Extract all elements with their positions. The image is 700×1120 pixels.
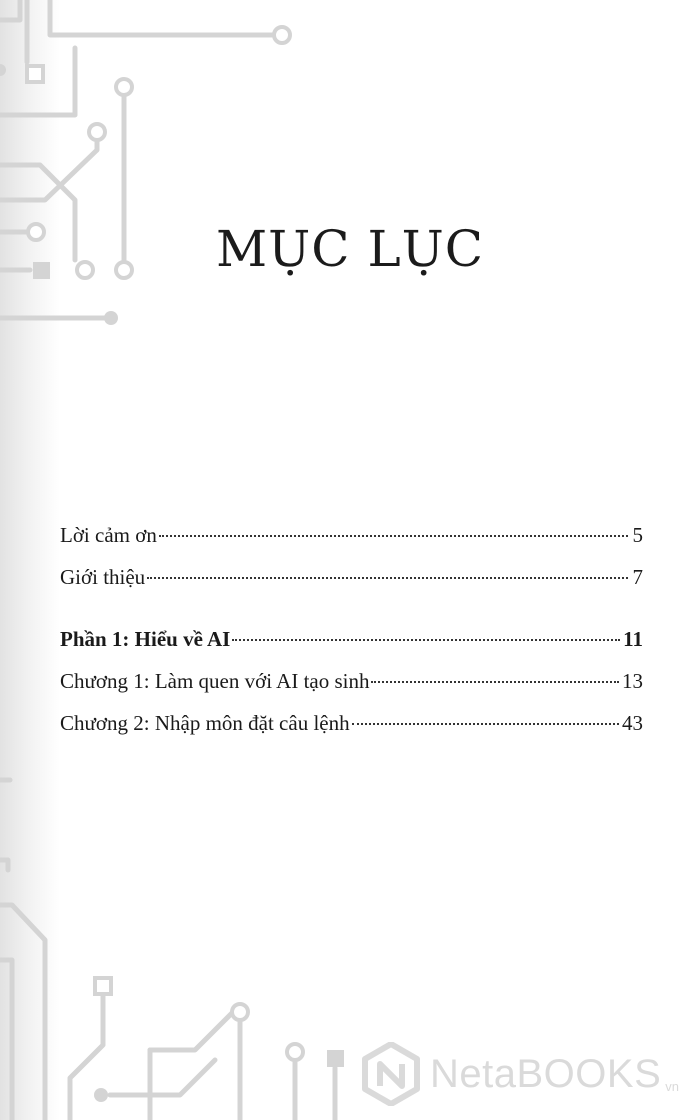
page-title: MỤC LỤC <box>215 219 485 278</box>
toc-entry-page: 7 <box>632 565 643 589</box>
circuit-trace <box>0 0 20 20</box>
toc-dot-leader <box>232 639 620 641</box>
hexagon-n-icon <box>362 1042 420 1106</box>
circuit-node <box>232 1004 248 1020</box>
circuit-node-filled <box>94 1088 108 1102</box>
toc-entry[interactable] <box>60 706 643 740</box>
circuit-trace <box>0 860 8 870</box>
toc-entry[interactable] <box>60 518 643 552</box>
circuit-node <box>116 79 132 95</box>
circuit-trace <box>0 960 12 1120</box>
table-of-contents <box>60 518 643 748</box>
circuit-trace <box>110 1060 215 1095</box>
circuit-pad <box>27 66 43 82</box>
toc-entry-label: Phần 1: Hiểu về AI <box>60 627 231 651</box>
circuit-trace <box>50 0 272 35</box>
toc-entry-label: Chương 1: Làm quen với AI tạo sinh <box>60 669 370 693</box>
watermark <box>362 1042 679 1106</box>
circuit-trace <box>150 1005 240 1050</box>
circuit-node <box>274 27 290 43</box>
toc-entry-page: 5 <box>632 523 643 547</box>
toc-part-heading[interactable] <box>60 622 643 656</box>
circuit-node <box>287 1044 303 1060</box>
toc-entry-page: 13 <box>622 669 643 693</box>
watermark-brand: NetaBOOKS <box>430 1051 662 1096</box>
toc-entry-page: 43 <box>622 711 643 735</box>
toc-entry-label: Chương 2: Nhập môn đặt câu lệnh <box>60 711 350 735</box>
circuit-pad <box>95 978 111 994</box>
circuit-pad-filled <box>327 1050 344 1067</box>
toc-dot-leader <box>371 681 619 683</box>
watermark-suffix: vn <box>665 1078 679 1094</box>
toc-dot-leader <box>159 535 628 537</box>
toc-entry[interactable] <box>60 560 643 594</box>
toc-dot-leader <box>352 723 619 725</box>
toc-entry-page: 11 <box>623 627 643 651</box>
toc-entry-label: Lời cảm ơn <box>60 523 157 547</box>
circuit-trace <box>0 905 45 1120</box>
toc-entry-label: Giới thiệu <box>60 565 146 589</box>
circuit-node-filled <box>0 64 6 76</box>
circuit-node-filled <box>104 311 118 325</box>
toc-entry[interactable] <box>60 664 643 698</box>
toc-dot-leader <box>147 577 628 579</box>
circuit-node <box>89 124 105 140</box>
